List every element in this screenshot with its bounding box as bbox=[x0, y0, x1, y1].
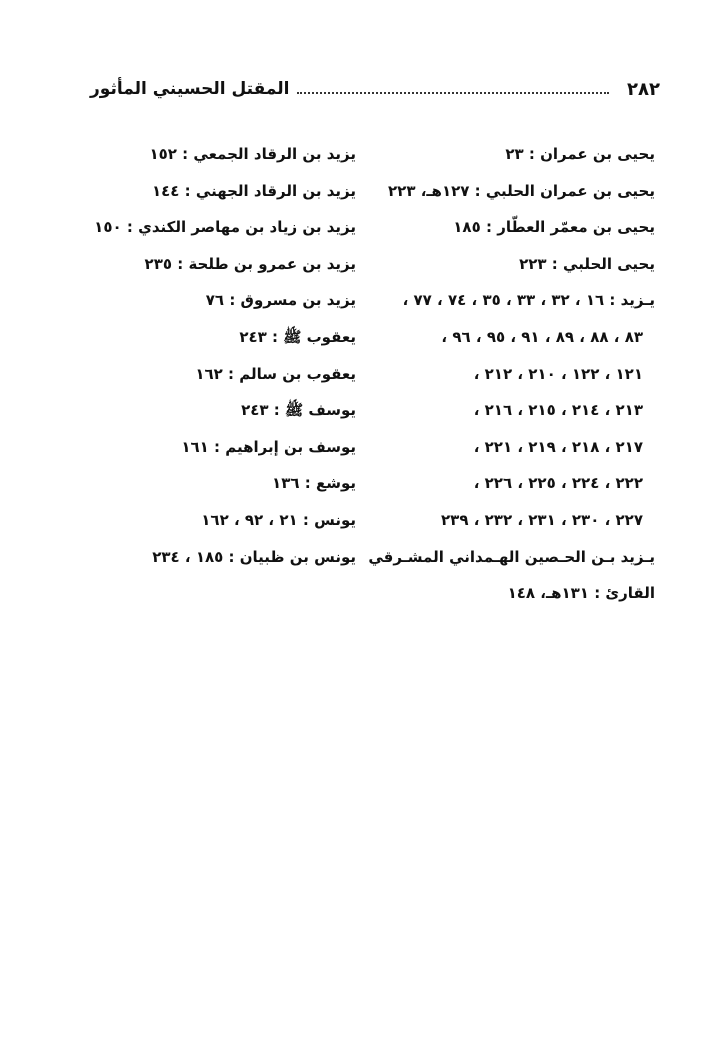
index-entry: يعقوب بن سالم : ١٦٢ bbox=[195, 364, 356, 383]
index-entry: يزيد بن زياد بن مهاصر الكندي : ١٥٠ bbox=[94, 218, 356, 237]
index-entry: يزيد بن الرقاد الجهني : ١٤٤ bbox=[151, 181, 356, 200]
index-entry: يونس : ٢١ ، ٩٢ ، ١٦٢ bbox=[201, 510, 356, 529]
index-entry: يوسف ﷺ : ٢٤٣ bbox=[241, 401, 356, 420]
index-entry-continuation: ٢٢٢ ، ٢٢٤ ، ٢٢٥ ، ٢٢٦ ، bbox=[473, 474, 643, 493]
index-entry-continuation: ٢١٧ ، ٢١٨ ، ٢١٩ ، ٢٢١ ، bbox=[473, 437, 643, 456]
index-entry: يحيى بن عمران الحلبي : ١٢٧هـ، ٢٢٣ bbox=[388, 181, 655, 200]
index-entry: يونس بن ظبيان : ١٨٥ ، ٢٣٤ bbox=[152, 547, 356, 566]
index-column-left bbox=[94, 136, 356, 575]
index-entry: يوسف بن إبراهيم : ١٦١ bbox=[181, 437, 356, 456]
running-title: المقتل الحسيني المأثور bbox=[90, 79, 290, 99]
index-entry: يزيد بن مسروق : ٧٦ bbox=[205, 291, 356, 310]
index-entry-continuation: ٨٣ ، ٨٨ ، ٨٩ ، ٩١ ، ٩٥ ، ٩٦ ، bbox=[441, 327, 643, 346]
header-dot-leader bbox=[297, 92, 609, 94]
index-entry-continuation: ١٢١ ، ١٢٢ ، ٢١٠ ، ٢١٢ ، bbox=[473, 364, 643, 383]
index-entry-continuation: ٢٢٧ ، ٢٣٠ ، ٢٣١ ، ٢٣٢ ، ٢٣٩ bbox=[441, 510, 643, 529]
index-entry: يـزيد بـن الحـصين الهـمداني المشـرقي bbox=[368, 547, 655, 566]
index-entry: يحيى بن عمران : ٢٣ bbox=[505, 145, 655, 163]
index-entry: يعقوب ﷺ : ٢٤٣ bbox=[239, 327, 356, 346]
index-entry: يـزيد : ١٦ ، ٣٢ ، ٣٣ ، ٣٥ ، ٧٤ ، ٧٧ ، bbox=[402, 291, 655, 310]
index-column-right bbox=[355, 136, 655, 612]
index-entry: القارئ : ١٣١هـ، ١٤٨ bbox=[507, 584, 655, 603]
index-entry: يزيد بن الرقاد الجمعي : ١٥٢ bbox=[149, 145, 356, 163]
index-entry: يحيى بن معمّر العطّار : ١٨٥ bbox=[453, 218, 655, 237]
page-number: ٢٨٢ bbox=[627, 78, 660, 100]
index-entry-continuation: ٢١٣ ، ٢١٤ ، ٢١٥ ، ٢١٦ ، bbox=[473, 401, 643, 420]
index-entry: يوشع : ١٣٦ bbox=[272, 474, 356, 493]
index-entry: يزيد بن عمرو بن طلحة : ٢٣٥ bbox=[144, 254, 356, 273]
page-header bbox=[90, 72, 660, 106]
index-entry: يحيى الحلبي : ٢٢٣ bbox=[519, 254, 655, 273]
